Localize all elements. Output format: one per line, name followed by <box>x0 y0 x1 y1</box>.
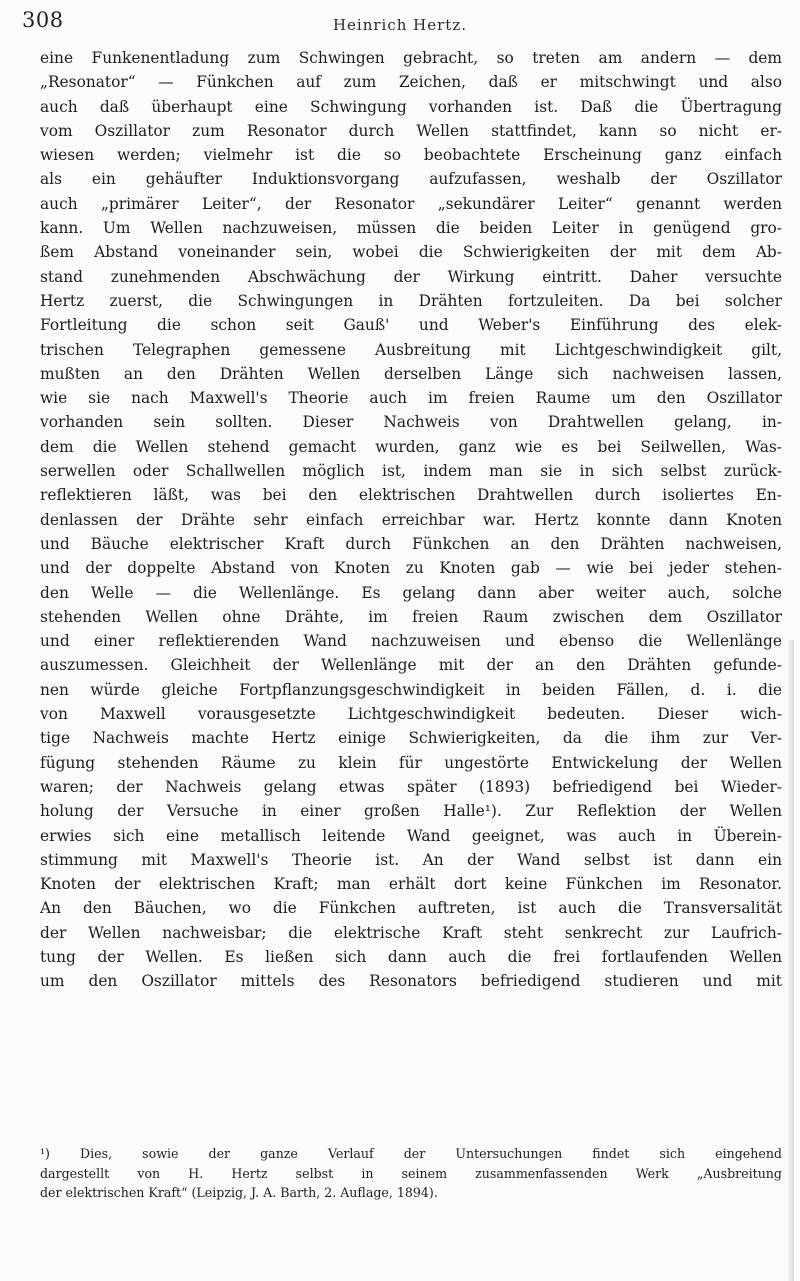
text-line: „Resonator“ — Fünkchen auf zum Zeichen, daß er mitschwingt und also <box>40 73 782 92</box>
text-line: und einer reflektierenden Wand nachzuweisen und ebenso die Wellenlänge <box>40 632 782 651</box>
text-line: und der doppelte Abstand von Knoten zu Knoten gab — wie bei jeder stehen- <box>40 559 782 578</box>
text-line: den Welle — die Wellenlänge. Es gelang dann aber weiter auch, solche <box>40 583 782 602</box>
text-line: mußten an den Drähten Wellen derselben Länge sich nachweisen lassen, <box>40 364 782 383</box>
text-line: Knoten der elektrischen Kraft; man erhält dort keine Fünkchen im Resonator. <box>40 875 782 894</box>
body-text <box>40 46 782 994</box>
text-line: nen würde gleiche Fortpflanzungsgeschwindigkeit in beiden Fällen, d. i. die <box>40 680 782 699</box>
text-line: eine Funkenentladung zum Schwingen gebracht, so treten am andern — dem <box>40 49 782 67</box>
text-line: von Maxwell vorausgesetzte Lichtgeschwindigkeit bedeuten. Dieser wich- <box>40 705 782 724</box>
text-line: fügung stehenden Räume zu klein für ungestörte Entwickelung der Wellen <box>40 753 782 772</box>
text-line: wie sie nach Maxwell's Theorie auch im freien Raume um den Oszillator <box>40 389 782 408</box>
text-line: waren; der Nachweis gelang etwas später (1893) befriedigend bei Wieder- <box>40 777 782 796</box>
text-line: dem die Wellen stehend gemacht wurden, ganz wie es bei Seilwellen, Was- <box>40 437 782 456</box>
text-line: ßem Abstand voneinander sein, wobei die Schwierigkeiten der mit dem Ab- <box>40 243 782 262</box>
text-line: vorhanden sein sollten. Dieser Nachweis von Drahtwellen gelang, in- <box>40 413 782 432</box>
text-line: um den Oszillator mittels des Resonators befriedigend studieren und mit <box>40 972 782 991</box>
text-line: wiesen werden; vielmehr ist die so beobachtete Erscheinung ganz einfach <box>40 146 782 165</box>
footnote-line: ¹) Dies, sowie der ganze Verlauf der Untersuchungen findet sich eingehend <box>40 1146 782 1161</box>
page-number: 308 <box>22 8 64 32</box>
text-line: der Wellen nachweisbar; die elektrische Kraft steht senkrecht zur Laufrich- <box>40 923 782 942</box>
page-edge-shadow <box>788 640 794 1281</box>
text-line: vom Oszillator zum Resonator durch Wellen stattfindet, kann so nicht er- <box>40 121 782 140</box>
footnote-line: dargestellt von H. Hertz selbst in seinem zusammenfassenden Werk „Ausbreitung <box>40 1165 782 1181</box>
text-line: holung der Versuche in einer großen Halle¹). Zur Reflektion der Wellen <box>40 802 782 821</box>
text-line: als ein gehäufter Induktionsvorgang aufzufassen, weshalb der Oszillator <box>40 170 782 189</box>
text-line: reflektieren läßt, was bei den elektrischen Drahtwellen durch isoliertes En- <box>40 486 782 505</box>
text-line: trischen Telegraphen gemessene Ausbreitung mit Lichtgeschwindigkeit gilt, <box>40 340 782 359</box>
text-line: An den Bäuchen, wo die Fünkchen auftreten, ist auch die Transversalität <box>40 899 782 918</box>
footnotes <box>40 1144 782 1203</box>
text-line: erwies sich eine metallisch leitende Wand geeignet, was auch in Überein- <box>40 826 782 845</box>
text-line: stimmung mit Maxwell's Theorie ist. An der Wand selbst ist dann ein <box>40 850 782 869</box>
text-line: auch „primärer Leiter“, der Resonator „sekundärer Leiter“ genannt werden <box>40 194 782 213</box>
text-line: Hertz zuerst, die Schwingungen in Drähten fortzuleiten. Da bei solcher <box>40 291 782 310</box>
running-head: Heinrich Hertz. <box>332 16 468 34</box>
text-line: denlassen der Drähte sehr einfach erreichbar war. Hertz konnte dann Knoten <box>40 510 782 529</box>
text-line: Fortleitung die schon seit Gauß' und Weber's Einführung des elek- <box>40 316 782 335</box>
text-line: stehenden Wellen ohne Drähte, im freien Raum zwischen dem Oszillator <box>40 607 782 626</box>
text-line: auszumessen. Gleichheit der Wellenlänge mit der an den Drähten gefunde- <box>40 656 782 675</box>
footnote-line: der elektrischen Kraft“ (Leipzig, J. A. Barth, 2. Auflage, 1894). <box>40 1185 438 1200</box>
text-line: und Bäuche elektrischer Kraft durch Fünkchen an den Drähten nachweisen, <box>40 534 782 553</box>
text-line: tung der Wellen. Es ließen sich dann auch die frei fortlaufenden Wellen <box>40 947 782 966</box>
text-line: kann. Um Wellen nachzuweisen, müssen die beiden Leiter in genügend gro- <box>40 219 782 238</box>
text-line: tige Nachweis machte Hertz einige Schwierigkeiten, da die ihm zur Ver- <box>40 729 782 748</box>
text-line: stand zunehmenden Abschwächung der Wirkung eintritt. Daher versuchte <box>40 267 782 286</box>
text-line: serwellen oder Schallwellen möglich ist, indem man sie in sich selbst zurück- <box>40 462 782 481</box>
text-line: auch daß überhaupt eine Schwingung vorhanden ist. Daß die Übertragung <box>40 97 782 116</box>
